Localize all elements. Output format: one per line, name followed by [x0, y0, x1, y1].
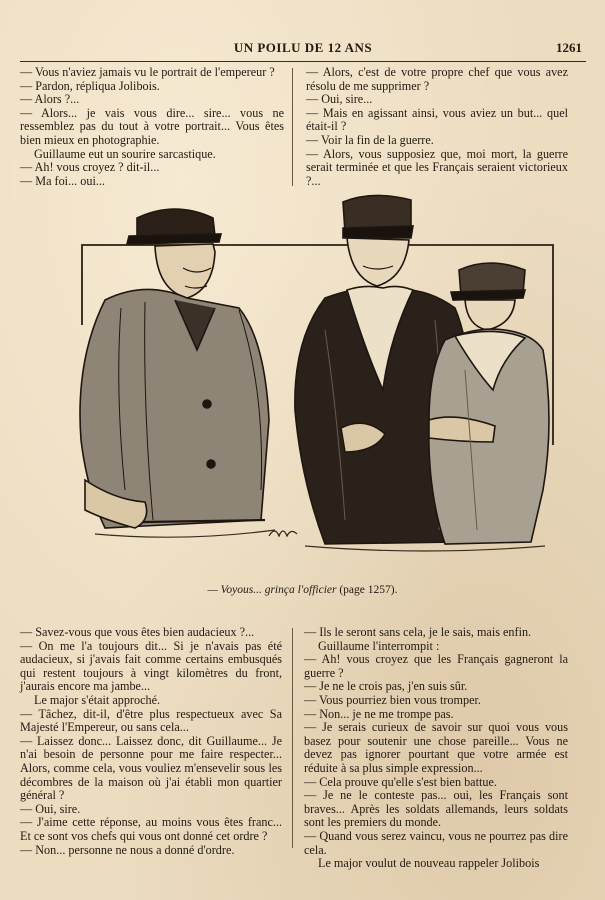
- paragraph: Guillaume eut un sourire sarcastique.: [34, 146, 216, 161]
- paragraph: — Tâchez, dit-il, d'être plus respectueux avec Sa Majesté l'Empereur, ou sans cela...: [20, 706, 282, 735]
- illustration: [25, 190, 580, 580]
- paragraph: — Alors... je vais vous dire... sire... vous ne ressemblez pas du tout à votre portrait... Vous êtes bien mieux en photographie.: [20, 105, 284, 147]
- paragraph: Le major s'était approché.: [34, 692, 161, 707]
- column-bottom-left: [20, 626, 282, 857]
- header-rule: [20, 61, 586, 62]
- paragraph: — Vous pourriez bien vous tromper.: [304, 692, 481, 707]
- paragraph: — Non... je ne me trompe pas.: [304, 706, 454, 721]
- paragraph: — On me l'a toujours dit... Si je n'avais pas été audacieux, si j'avais fait comme certains embusqués qui restent toujours à vingt kilomètres du front, j'aurais encore ma jambe...: [20, 638, 282, 694]
- officer-figure: [80, 209, 269, 528]
- paragraph: — J'aime cette réponse, au moins vous êtes franc... Et ce sont vos chefs qui vous ont donné cet ordre ?: [20, 815, 282, 843]
- column-divider: [292, 628, 293, 848]
- paragraph: — Cela prouve qu'elle s'est bien battue.: [304, 774, 497, 789]
- paragraph: — Alors ?...: [20, 92, 80, 107]
- paragraph: — Mais en agissant ainsi, vous aviez un but... quel était-il ?: [306, 105, 568, 134]
- paragraph: — Oui, sire...: [306, 92, 373, 107]
- paragraph: — Ma foi... oui...: [20, 173, 105, 188]
- paragraph: — Je ne le conteste pas... oui, les Français sont braves... Après les soldats allemands, leurs soldats sont les premiers du monde.: [304, 788, 568, 830]
- paragraph: — Laissez donc... Laissez donc, dit Guillaume... Je n'ai besoin de personne pour me faire respecter... Alors, comme cela, vous vouliez m'ensevelir sous les décombres de la maison où j'ai établi mon quartier général ?: [20, 733, 282, 803]
- paragraph: — Non... personne ne nous a donné d'ordre.: [20, 842, 235, 857]
- page-number: 1261: [556, 40, 582, 55]
- paragraph: — Voir la fin de la guerre.: [306, 132, 434, 147]
- paragraph: Guillaume l'interrompit :: [318, 638, 440, 653]
- paragraph: — Vous n'aviez jamais vu le portrait de l'empereur ?: [20, 65, 275, 79]
- paragraph: — Ils le seront sans cela, je le sais, mais enfin.: [304, 625, 532, 639]
- illustration-drawing: [25, 190, 580, 580]
- column-divider: [292, 68, 293, 186]
- paragraph: — Ah! vous croyez que les Français gagneront la guerre ?: [304, 652, 568, 680]
- illustration-caption: [0, 584, 605, 596]
- paragraph: — Je ne le crois pas, j'en suis sûr.: [304, 679, 468, 694]
- paragraph: — Quand vous serez vaincu, vous ne pourrez pas dire cela.: [304, 828, 568, 857]
- paragraph: Le major voulut de nouveau rappeler Jolibois: [318, 856, 540, 871]
- paragraph: — Oui, sire.: [20, 801, 81, 816]
- column-bottom-right: [304, 626, 568, 871]
- paragraph: — Ah! vous croyez ? dit-il...: [20, 160, 160, 175]
- paragraph: — Alors, vous supposiez que, moi mort, la guerre serait terminée et que les Français seraient victorieux ?...: [306, 146, 568, 188]
- paragraph: — Pardon, répliqua Jolibois.: [20, 78, 160, 93]
- running-title: UN POILU DE 12 ANS: [233, 40, 373, 55]
- column-top-left: [20, 66, 284, 188]
- paragraph: — Savez-vous que vous êtes bien audacieux ?...: [20, 625, 255, 639]
- page-header: [20, 38, 586, 58]
- caption-page-ref: (page 1257).: [339, 584, 398, 596]
- column-top-right: [306, 66, 568, 188]
- paragraph: — Je serais curieux de savoir sur quoi vous vous basez pour soutenir une chose pareille... Vous ne devez pas ignorer pourtant que votre armée est réduite à sa plus simple expression...: [304, 720, 568, 775]
- artist-signature: [269, 531, 297, 536]
- paragraph: — Alors, c'est de votre propre chef que vous avez résolu de me supprimer ?: [306, 65, 568, 93]
- caption-quote: — Voyous... grinça l'officier: [207, 584, 337, 596]
